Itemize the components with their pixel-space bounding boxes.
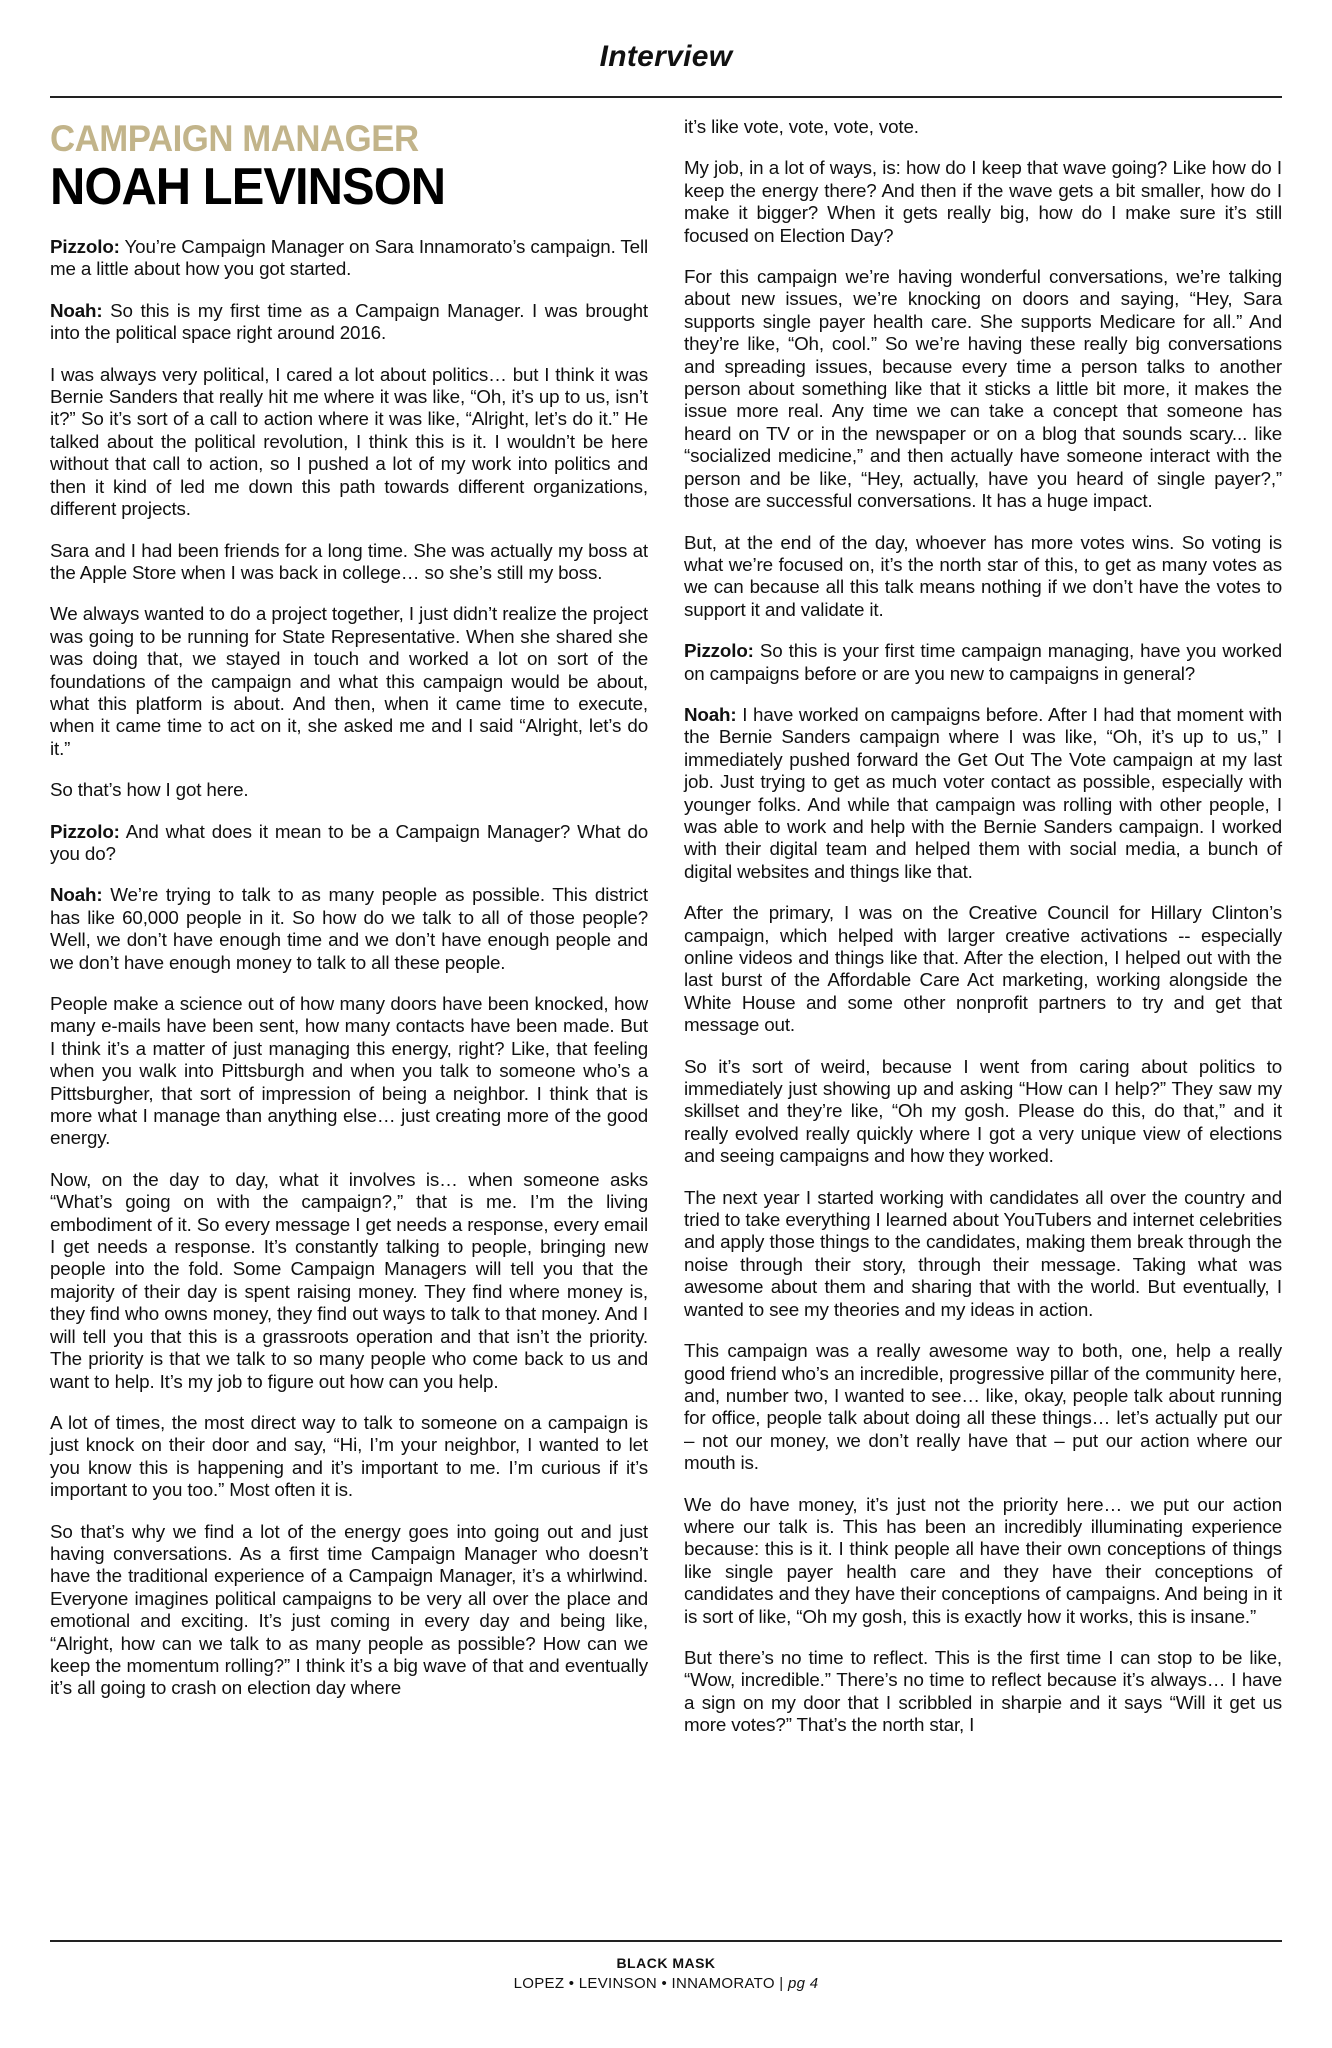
credit-names: LOPEZ • LEVINSON • INNAMORATO |: [513, 1975, 784, 1992]
paragraph: [684, 532, 1282, 622]
paragraph-text: it’s like vote, vote, vote, vote.: [684, 116, 919, 137]
paragraph: [684, 704, 1282, 883]
title-name: NOAH LEVINSON: [50, 157, 446, 216]
paragraph: [50, 1412, 648, 1502]
paragraph-text: This campaign was a really awesome way to both, one, help a really good friend who’s an incredible, progressive pillar of the community here, and, number two, I wanted to see… like, okay, people talk about running for office, people talk about doing all these things… let’s actually put our – not our money, we don’t really have that – put our action where our mouth is.: [684, 1340, 1282, 1474]
paragraph-text: A lot of times, the most direct way to talk to someone on a campaign is just knock on their door and say, “Hi, I’m your neighbor, I wanted to let you know this is happening and it’s important to me. I’m curious if it’s important to you too.” Most often it is.: [50, 1411, 648, 1501]
speaker-label: Pizzolo:: [684, 640, 754, 662]
section-label: Interview: [599, 40, 733, 73]
paragraph: [684, 902, 1282, 1036]
speaker-label: Pizzolo:: [50, 236, 120, 258]
paragraph: [50, 993, 648, 1150]
paragraph-text: So it’s sort of weird, because I went from caring about politics to immediately just showing up and asking “How can I help?” They saw my skillset and they’re like, “Oh my gosh. Please do this, do that,” and it really evolved really quickly where I got a very unique view of elections and seeing campaigns and how they worked.: [684, 1055, 1282, 1167]
paragraph-text: I have worked on campaigns before. After I had that moment with the Bernie Sanders campaign where I was like, “Oh, it’s up to us,” I immediately pushed forward the Get Out The Vote campaign at my last job. Just trying to get as much voter contact as possible, especially with younger folks. And while that campaign was rolling with other people, I was able to work and help with the Bernie Sanders campaign. I worked with their digital team and helped them with social media, a bunch of digital websites and things like that.: [684, 703, 1282, 882]
paragraph: [50, 1521, 648, 1700]
right-column: [684, 116, 1282, 1756]
paragraph: [50, 236, 648, 281]
header-rule: [50, 96, 1282, 98]
paragraph-text: We do have money, it’s just not the priority here… we put our action where our talk is. This has been an incredibly illuminating experience because: this is it. I think people all have their own conceptions of things like single payer health care and they have their conceptions of candidates and they have their conceptions of campaigns. And being in it is sort of like, “Oh my gosh, this is exactly how it works, this is insane.”: [684, 1493, 1282, 1627]
right-paragraphs: [684, 116, 1282, 1737]
paragraph: [50, 300, 648, 345]
paragraph: [50, 884, 648, 974]
paragraph: [50, 364, 648, 521]
left-column: [50, 120, 648, 1719]
paragraph: [684, 1647, 1282, 1737]
footer-rule: [50, 1940, 1282, 1942]
paragraph: [684, 157, 1282, 247]
paragraph-text: We always wanted to do a project together, I just didn’t realize the project was going to be running for State Representative. When she shared she was doing that, we stayed in touch and worked a lot on sort of the foundations of the campaign and what this campaign would be about, what this platform is about. And then, when it came time to execute, when it came time to act on it, she asked me and I said “Alright, let’s do it.”: [50, 603, 648, 759]
title-kicker: CAMPAIGN MANAGER: [50, 118, 419, 159]
paragraph-text: After the primary, I was on the Creative Council for Hillary Clinton’s campaign, which helped with larger creative activations -- especially online videos and things like that. After the election, I helped out with the last burst of the Affordable Care Act marketing, working alongside the White House and some other nonprofit partners to try and get that message out.: [684, 902, 1282, 1036]
paragraph-text: For this campaign we’re having wonderful conversations, we’re talking about new issues, we’re knocking on doors and saying, “Hey, Sara supports single payer health care. She supports Medicare for all.” And they’re like, “Oh, cool.” So we’re having these really big conversations and spreading issues, because every time a person talks to another person about something like that it sticks a little bit more, it makes the issue more real. Any time we can take a concept that someone has heard on TV or in the newspaper or on a blog that sounds scary... like “socialized medicine,” and then actually have someone interact with the person and be like, “Hey, actually, have you heard of single payer?,” those are successful conversations. It has a huge impact.: [684, 266, 1282, 512]
paragraph: [50, 821, 648, 866]
paragraph-text: Sara and I had been friends for a long time. She was actually my boss at the Apple Store when I was back in college… so she’s still my boss.: [50, 539, 648, 583]
paragraph-text: I was always very political, I cared a lot about politics… but I think it was Bernie Sanders that really hit me where it was like, “Oh, it’s up to us, isn’t it?” So it’s sort of a call to action where it was like, “Alright, let’s do it.” He talked about the political revolution, I think this is it. I wouldn’t be here without that call to action, so I pushed a lot of my work into politics and then it kind of led me down this path towards different organizations, different projects.: [50, 363, 648, 520]
speaker-label: Noah:: [684, 703, 737, 725]
speaker-label: Pizzolo:: [50, 820, 120, 842]
paragraph: [684, 116, 1282, 138]
paragraph: [684, 1494, 1282, 1628]
paragraph-text: And what does it mean to be a Campaign Manager? What do you do?: [50, 820, 648, 864]
paragraph: [684, 1340, 1282, 1474]
paragraph: [50, 1169, 648, 1393]
paragraph-text: So this is my first time as a Campaign Manager. I was brought into the political space right around 2016.: [50, 299, 648, 344]
paragraph-text: But, at the end of the day, whoever has more votes wins. So voting is what we’re focused on, it’s the north star of this, to get as many votes as we can because all this talk means nothing if we don’t have the votes to support it and validate it.: [684, 531, 1282, 620]
paragraph-text: The next year I started working with candidates all over the country and tried to take everything I learned about YouTubers and internet celebrities and apply those things to the candidates, making them break through the noise through their story, through their message. Taking what was awesome about them and sharing that with the world. But eventually, I wanted to see my theories and my ideas in action.: [684, 1186, 1282, 1320]
paragraph-text: But there’s no time to reflect. This is the first time I can stop to be like, “Wow, incredible.” There’s no time to reflect because it’s always… I have a sign on my door that I scribbled in sharpie and it says “Will it get us more votes?” That’s the north star, I: [684, 1646, 1282, 1736]
paragraph-text: My job, in a lot of ways, is: how do I keep that wave going? Like how do I keep the energy there? And then if the wave gets a bit smaller, how do I make it bigger? When it gets really big, how do I make sure it’s still focused on Election Day?: [684, 157, 1282, 246]
paragraph: [684, 266, 1282, 512]
magazine-name: BLACK MASK: [616, 1955, 716, 1971]
paragraph-text: You’re Campaign Manager on Sara Innamorato’s campaign. Tell me a little about how you got started.: [50, 236, 648, 280]
paragraph-text: So this is your first time campaign managing, have you worked on campaigns before or are you new to campaigns in general?: [684, 640, 1282, 684]
paragraph-text: Now, on the day to day, what it involves is… when someone asks “What’s going on with the campaign?,” that is me. I’m the living embodiment of it. So every message I get needs a response, every email I get needs a response. It’s constantly talking to people, bringing new people into the fold. Some Campaign Managers will tell you that the majority of their day is spent raising money. They find where money is, they find who owns money, they find out ways to talk to that money. And I will tell you that this is a grassroots operation and that isn’t the priority. The priority is that we talk to so many people who come back to us and want to help. It’s my job to figure out how can you help.: [50, 1168, 648, 1392]
paragraph-text: People make a science out of how many doors have been knocked, how many e-mails have been sent, how many contacts have been made. But I think it’s a matter of just managing this energy, right? Like, that feeling when you walk into Pittsburgh and when you talk to someone who’s a Pittsburgher, that sort of impression of being a neighbor. I think that is more what I manage than anything else… just creating more of the good energy.: [50, 993, 648, 1149]
speaker-label: Noah:: [50, 884, 103, 906]
paragraph: [50, 603, 648, 760]
page-number: pg 4: [787, 1975, 819, 1992]
paragraph: [684, 1056, 1282, 1168]
footer-credits: [0, 1975, 1332, 1992]
paragraph-text: So that’s why we find a lot of the energy goes into going out and just having conversations. As a first time Campaign Manager who doesn’t have the traditional experience of a Campaign Manager, it’s a whirlwind. Everyone imagines political campaigns to be very all over the place and emotional and exciting. It’s just coming in every day and being like, “Alright, how can we talk to as many people as possible? How can we keep the momentum rolling?” I think it’s a big wave of that and eventually it’s all going to crash on election day where: [50, 1520, 648, 1699]
paragraph-text: We’re trying to talk to as many people as possible. This district has like 60,000 people in it. So how do we talk to all of those people? Well, we don’t have enough time and we don’t have enough people and we don’t have enough money to talk to all these people.: [50, 884, 648, 973]
left-paragraphs: [50, 236, 648, 1700]
paragraph-text: So that’s how I got here.: [50, 779, 249, 801]
paragraph: [684, 640, 1282, 685]
speaker-label: Noah:: [50, 299, 103, 321]
paragraph: [684, 1187, 1282, 1321]
paragraph: [50, 779, 648, 801]
paragraph: [50, 540, 648, 585]
